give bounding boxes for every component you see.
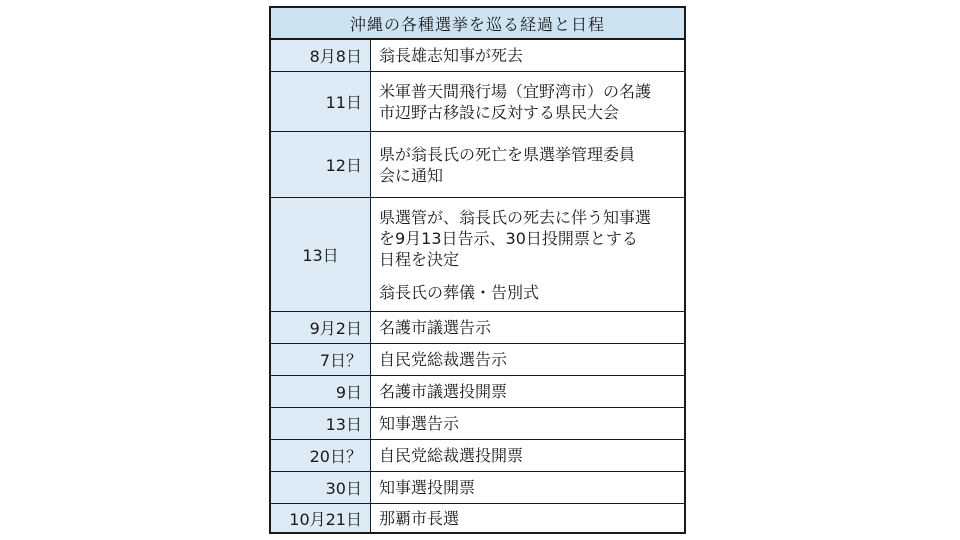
event-line: 翁長雄志知事が死去 — [379, 46, 524, 65]
table-row — [271, 312, 684, 344]
row-date: 9日 — [271, 376, 371, 407]
event-line: 日程を決定 — [379, 249, 460, 269]
table-row — [271, 198, 684, 312]
row-date: 13日 — [271, 198, 371, 311]
table-row — [271, 440, 684, 472]
row-date: 11日 — [271, 72, 371, 131]
row-event — [371, 132, 684, 197]
row-date: 8月8日 — [271, 40, 371, 71]
event-line: 自民党総裁選投開票 — [379, 446, 524, 465]
event-line: 名護市議選投開票 — [379, 382, 508, 401]
row-date: 30日 — [271, 472, 371, 503]
table-row — [271, 504, 684, 532]
table-row — [271, 376, 684, 408]
row-event — [371, 344, 684, 375]
table-row — [271, 132, 684, 198]
row-event — [371, 40, 684, 71]
row-event — [371, 72, 684, 131]
event-line: 翁長氏の葬儀・告別式 — [379, 282, 540, 302]
event-line: 那覇市長選 — [379, 508, 460, 528]
row-date: 12日 — [271, 132, 371, 197]
event-line: 市辺野古移設に反対する県民大会 — [379, 102, 620, 122]
row-date: 7日？ — [271, 344, 371, 375]
event-line: 米軍普天間飛行場（宜野湾市）の名護 — [379, 81, 652, 101]
event-line: 知事選投開票 — [379, 478, 476, 497]
row-event — [371, 408, 684, 439]
table-row — [271, 408, 684, 440]
schedule-table — [269, 6, 686, 534]
table-row — [271, 344, 684, 376]
event-line: 会に通知 — [379, 165, 444, 185]
event-line: 自民党総裁選告示 — [379, 350, 508, 369]
row-event — [371, 472, 684, 503]
row-event — [371, 198, 684, 311]
table-title: 沖縄の各種選挙を巡る経過と日程 — [271, 8, 684, 40]
row-date: 20日？ — [271, 440, 371, 471]
row-date: 10月21日 — [271, 504, 371, 532]
event-line: を9月13日告示、30日投開票とする — [379, 228, 638, 248]
row-date: 13日 — [271, 408, 371, 439]
table-row — [271, 472, 684, 504]
event-line: 県が翁長氏の死亡を県選挙管理委員 — [379, 144, 636, 164]
event-line: 名護市議選告示 — [379, 318, 492, 337]
row-date: 9月2日 — [271, 312, 371, 343]
event-line: 知事選告示 — [379, 414, 460, 433]
row-event — [371, 312, 684, 343]
event-line: 県選管が、翁長氏の死去に伴う知事選 — [379, 207, 652, 227]
table-row — [271, 72, 684, 132]
table-row — [271, 40, 684, 72]
row-event — [371, 504, 684, 532]
row-event — [371, 440, 684, 471]
row-event — [371, 376, 684, 407]
